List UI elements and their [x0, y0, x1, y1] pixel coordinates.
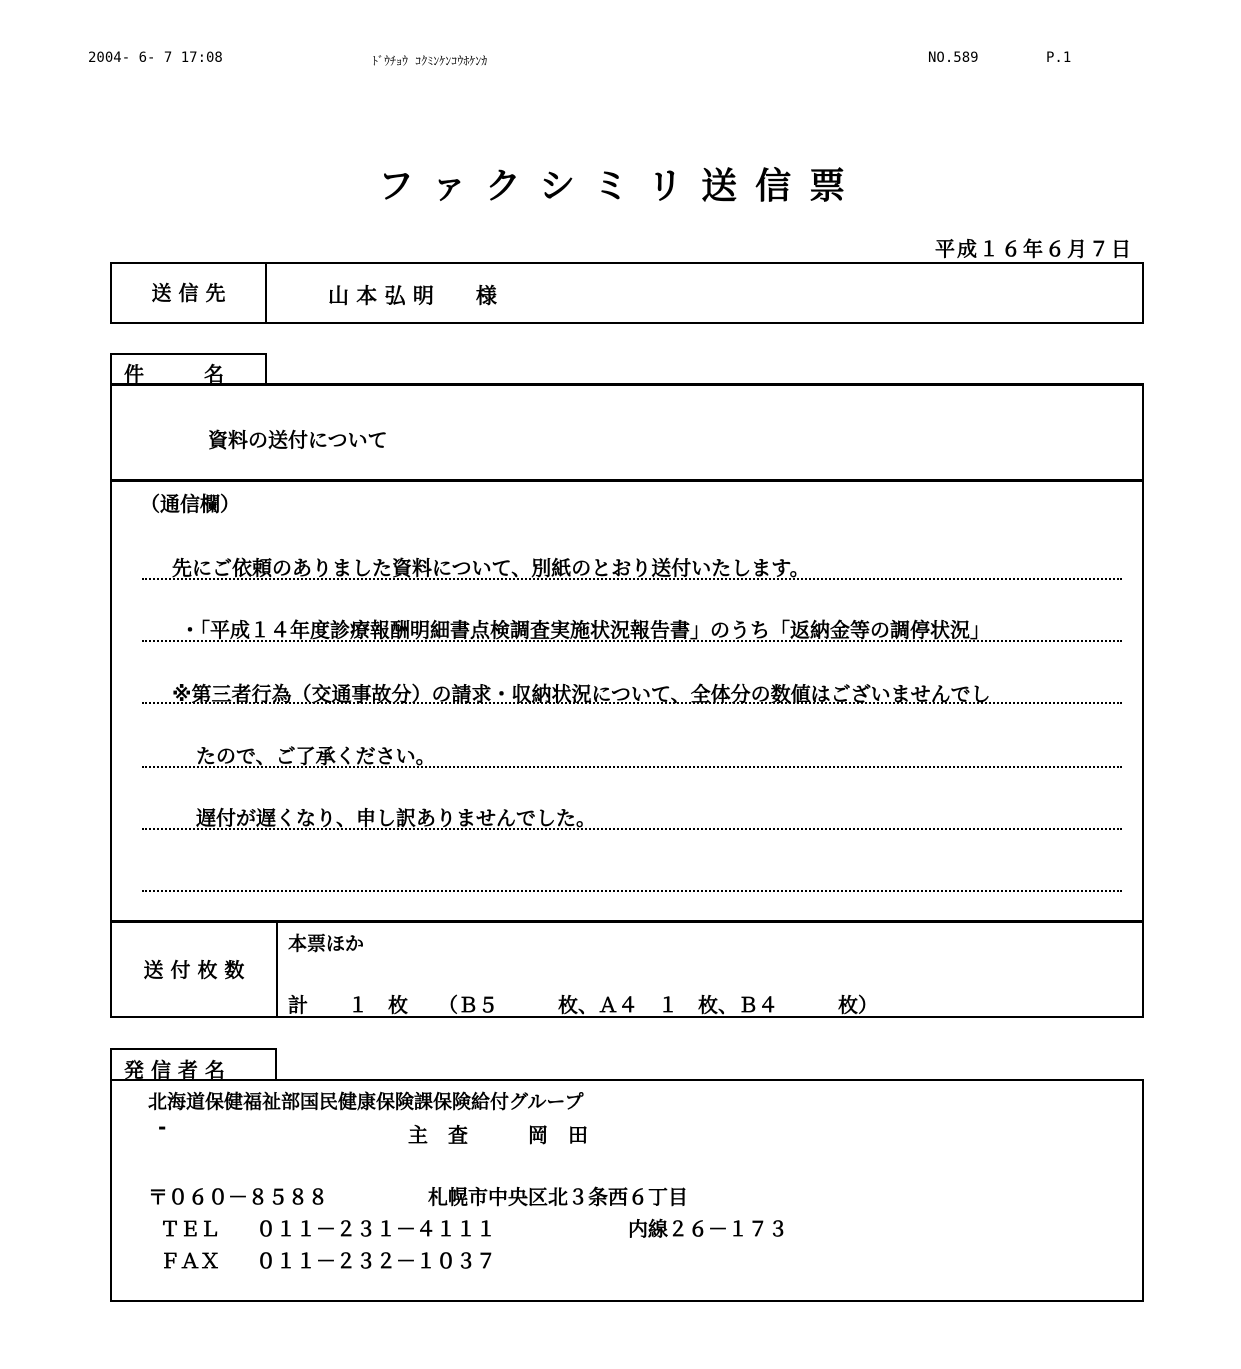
dotted-rule: [142, 640, 1122, 642]
pages-label: 送 付 枚 数: [112, 923, 278, 1017]
pages-box: [110, 920, 1144, 1018]
tel-number: ０１１－２３１－４１１１: [256, 1217, 496, 1241]
subject-label: 件 名: [124, 362, 224, 386]
sender-address: 札幌市中央区北３条西６丁目: [428, 1185, 688, 1209]
subject-label-tab: [110, 353, 267, 385]
dotted-rule: [142, 890, 1122, 892]
page-title: ファクシミリ送信票: [377, 166, 864, 207]
pages-line-1: 本票ほか: [288, 933, 365, 955]
recipient-name: 山 本 弘 明 様: [328, 284, 497, 308]
dotted-rule: [142, 828, 1122, 830]
fax-number-value: ０１１－２３２－１０３７: [256, 1249, 496, 1273]
recipient-box: [110, 262, 1144, 324]
communication-line: 先にご依頼のありました資料について、別紙のとおり送付いたします。: [172, 556, 810, 580]
sender-box: [110, 1079, 1144, 1302]
recipient-label: 送 信 先: [112, 264, 267, 322]
tel-label: ＴＥＬ: [160, 1217, 220, 1241]
fax-datetime: 2004- 6- 7 17:08: [88, 50, 223, 66]
sender-organization: 北海道保健福祉部国民健康保険課保険給付グループ: [148, 1091, 584, 1113]
fax-page: P.1: [1046, 50, 1072, 66]
communication-line: 遅付が遅くなり、申し訳ありませんでした。: [196, 806, 596, 830]
sender-postal-code: 〒０６０－８５８８: [148, 1185, 328, 1209]
dotted-rule: [142, 578, 1122, 580]
communication-line: ※第三者行為（交通事故分）の請求・収納状況について、全体分の数値はございませんでし: [172, 682, 991, 706]
sender-person: 主 査 岡 田: [408, 1123, 588, 1147]
document-date: 平成１６年６月７日: [935, 237, 1133, 261]
communication-box: [110, 479, 1144, 922]
sender-dash: -: [158, 1115, 167, 1139]
pages-line-2: 計 １ 枚 （Ｂ５ 枚、Ａ４ １ 枚、Ｂ４ 枚）: [288, 993, 878, 1017]
dotted-rule: [142, 766, 1122, 768]
tel-extension: 内線２６－１７３: [628, 1217, 788, 1241]
fax-number: NO.589: [928, 50, 979, 66]
communication-label: （通信欄）: [140, 492, 240, 516]
sender-label: 発 信 者 名: [124, 1058, 225, 1082]
subject-text: 資料の送付について: [208, 428, 388, 452]
subject-box: [110, 383, 1144, 481]
sender-label-tab: [110, 1048, 277, 1081]
communication-line: たので、ご了承ください。: [196, 744, 436, 768]
fax-sender-id: ﾄﾞｳﾁｮｳ ｺｸﾐﾝｹﾝｺｳﾎｹﾝｶ: [372, 54, 488, 68]
fax-label: ＦＡＸ: [160, 1249, 220, 1273]
dotted-rule: [142, 702, 1122, 704]
communication-line: ・「平成１４年度診療報酬明細書点検調査実施状況報告書」のうち「返納金等の調停状況」: [180, 618, 990, 642]
